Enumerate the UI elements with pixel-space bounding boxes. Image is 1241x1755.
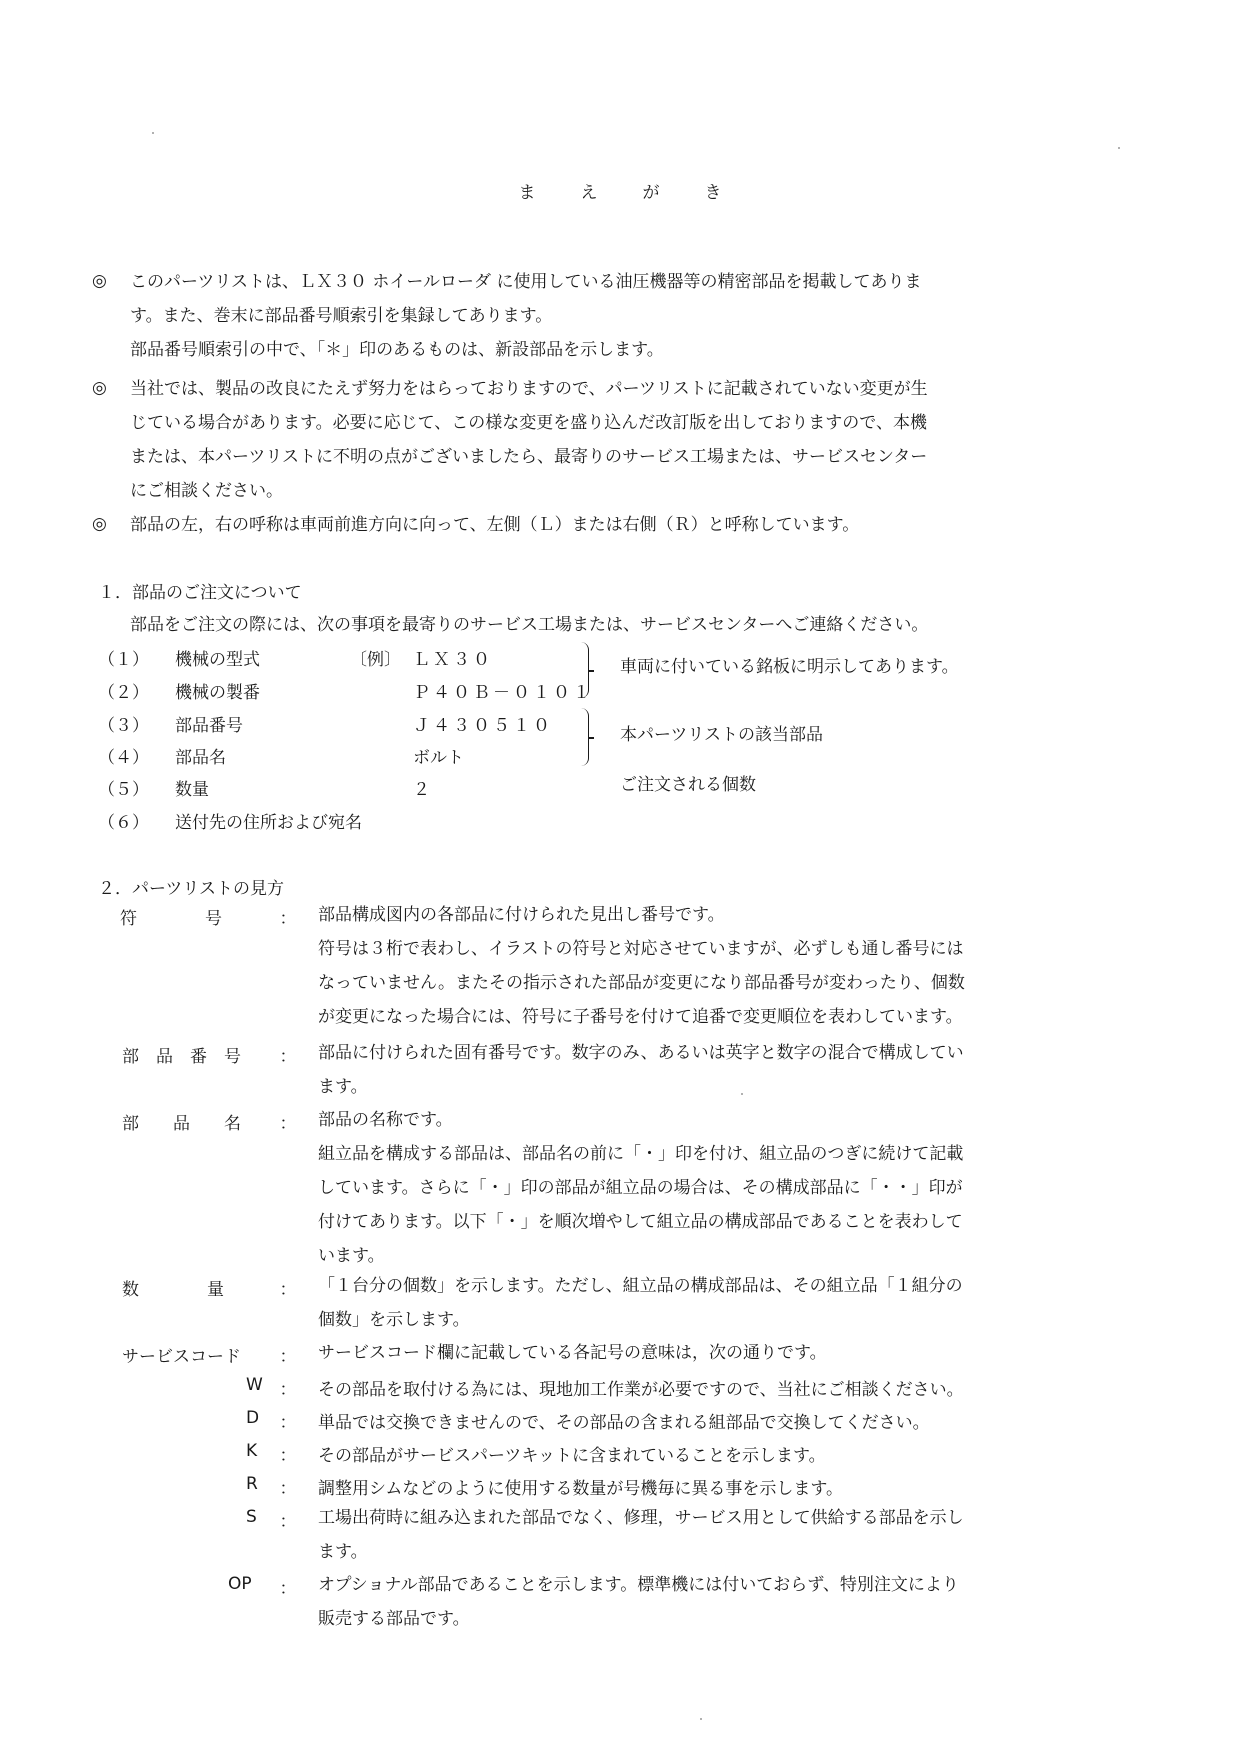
text-line: す。また、巻末に部品番号順索引を集録してあります。 bbox=[130, 306, 553, 326]
page-title bbox=[0, 178, 1241, 203]
text-line: 組立品を構成する部品は、部品名の前に「・」印を付け、組立品のつぎに続けて記載 bbox=[318, 1144, 964, 1164]
item-number: （１） bbox=[98, 650, 149, 670]
scan-speck bbox=[741, 1093, 743, 1095]
entry-colon: ： bbox=[279, 1347, 297, 1367]
text-line: ます。 bbox=[318, 1542, 368, 1562]
bullet-icon: ◎ bbox=[92, 514, 107, 534]
text-line: 当社では、製品の改良にたえず努力をはらっておりますので、パーツリストに記載されていない変更が生 bbox=[130, 379, 928, 399]
text-line: 単品では交換できませんので、その部品の含まれる組部品で交換してください。 bbox=[318, 1413, 930, 1433]
text-line: 「１台分の個数」を示します。ただし、組立品の構成部品は、その組立品「１組分の bbox=[318, 1276, 963, 1296]
item-number: （６） bbox=[98, 813, 149, 833]
entry-label: 部 品 番 号 bbox=[122, 1047, 241, 1067]
text-line: います。 bbox=[318, 1246, 385, 1266]
title-char: が bbox=[642, 183, 661, 203]
entry-text bbox=[318, 1269, 963, 1337]
scan-speck bbox=[700, 1718, 702, 1720]
note-nameplate: 車両に付いている銘板に明示してあります。 bbox=[620, 657, 959, 677]
item-value: ボルト bbox=[413, 748, 464, 768]
title-char: ま bbox=[518, 183, 537, 203]
scan-speck bbox=[1118, 147, 1120, 149]
text-line: 部品に付けられた固有番号です。数字のみ、あるいは英字と数字の混合で構成してい bbox=[318, 1043, 964, 1063]
code-letter: D bbox=[246, 1408, 260, 1428]
text-line: が変更になった場合には、符号に子番号を付けて追番で変更順位を表わしています。 bbox=[318, 1007, 963, 1027]
code-letter: K bbox=[246, 1441, 258, 1461]
note-quantity: ご注文される個数 bbox=[620, 775, 756, 795]
entry-colon: ： bbox=[279, 1479, 297, 1499]
entry-text bbox=[318, 1036, 964, 1104]
item-value: Ｐ４０Ｂ－０１０１ bbox=[413, 683, 593, 703]
text-line: その部品がサービスパーツキットに含まれていることを示します。 bbox=[318, 1446, 826, 1466]
bullet-icon: ◎ bbox=[92, 378, 107, 398]
text-line: 部品の左，右の呼称は車両前進方向に向って、左側（Ｌ）または右側（Ｒ）と呼称しています。 bbox=[130, 515, 860, 535]
text-line: 符号は３桁で表わし、イラストの符号と対応させていますが、必ずしも通し番号には bbox=[318, 939, 964, 959]
item-value: Ｊ４３０５１０ bbox=[413, 716, 553, 736]
text-line: その部品を取付ける為には、現地加工作業が必要ですので、当社にご相談ください。 bbox=[318, 1380, 964, 1400]
text-line: じている場合があります。必要に応じて、この様な変更を盛り込んだ改訂版を出しておりますので、本機 bbox=[130, 413, 927, 433]
entry-colon: ： bbox=[279, 1047, 297, 1067]
entry-label: 数 量 bbox=[122, 1280, 224, 1300]
entry-text bbox=[318, 1103, 963, 1273]
title-char: き bbox=[704, 183, 723, 203]
intro-paragraph bbox=[130, 372, 928, 508]
entry-text bbox=[318, 1501, 964, 1569]
text-line: 部品構成図内の各部品に付けられた見出し番号です。 bbox=[318, 905, 725, 925]
title-char: え bbox=[580, 183, 599, 203]
item-number: （３） bbox=[98, 716, 149, 736]
text-line: 個数」を示します。 bbox=[318, 1310, 470, 1330]
item-label: 部品名 bbox=[175, 748, 226, 768]
text-line: または、本パーツリストに不明の点がございましたら、最寄りのサービス工場または、サービスセンター bbox=[130, 447, 928, 467]
entry-colon: ： bbox=[279, 1512, 297, 1532]
entry-text bbox=[318, 898, 965, 1034]
code-letter: S bbox=[246, 1507, 257, 1527]
text-line: 工場出荷時に組み込まれた部品でなく、修理，サービス用として供給する部品を示し bbox=[318, 1508, 964, 1528]
entry-text bbox=[318, 1336, 827, 1370]
example-prefix: 〔例〕 bbox=[350, 650, 401, 670]
item-label: 機械の製番 bbox=[175, 683, 260, 703]
item-label: 部品番号 bbox=[175, 716, 243, 736]
entry-colon: ： bbox=[279, 1114, 297, 1134]
item-number: （２） bbox=[98, 683, 149, 703]
text-line: 調整用シムなどのように使用する数量が号機毎に異る事を示します。 bbox=[318, 1479, 843, 1499]
note-parts-list: 本パーツリストの該当部品 bbox=[620, 725, 823, 745]
entry-label: 部 品 名 bbox=[122, 1114, 241, 1134]
code-letter: R bbox=[246, 1474, 258, 1494]
text-line: なっていません。またその指示された部品が変更になり部品番号が変わったり、個数 bbox=[318, 973, 965, 993]
text-line: オプショナル部品であることを示します。標準機には付いておらず、特別注文により bbox=[318, 1575, 959, 1595]
item-value: ２ bbox=[413, 780, 430, 800]
entry-colon: ： bbox=[279, 1380, 297, 1400]
entry-label: サービスコード bbox=[122, 1347, 241, 1367]
item-label: 機械の型式 bbox=[175, 650, 260, 670]
section-heading: １．部品のご注文について bbox=[98, 583, 302, 603]
text-line: ます。 bbox=[318, 1077, 368, 1097]
code-letter: OP bbox=[228, 1574, 252, 1594]
bullet-icon: ◎ bbox=[92, 271, 107, 291]
entry-label: 符 号 bbox=[120, 909, 222, 929]
item-label: 数量 bbox=[175, 780, 209, 800]
text-line: 部品番号順索引の中で、「＊」印のあるものは、新設部品を示します。 bbox=[130, 340, 664, 360]
entry-colon: ： bbox=[279, 1446, 297, 1466]
text-line: 販売する部品です。 bbox=[318, 1609, 470, 1629]
entry-colon: ： bbox=[279, 1413, 297, 1433]
scan-speck bbox=[152, 132, 154, 134]
brace-nameplate bbox=[578, 642, 589, 698]
item-number: （５） bbox=[98, 780, 149, 800]
text-line: サービスコード欄に記載している各記号の意味は，次の通りです。 bbox=[318, 1343, 827, 1363]
text-line: このパーツリストは、ＬＸ３０ ホイールローダ に使用している油圧機器等の精密部品を掲載してありま bbox=[130, 272, 922, 292]
item-number: （４） bbox=[98, 748, 149, 768]
entry-text bbox=[318, 1568, 959, 1636]
entry-colon: ： bbox=[279, 1579, 297, 1599]
intro-paragraph bbox=[130, 508, 859, 542]
entry-colon: ： bbox=[279, 909, 297, 929]
item-value: ＬＸ３０ bbox=[413, 650, 493, 670]
section-lead: 部品をご注文の際には、次の事項を最寄りのサービス工場または、サービスセンターへご連絡ください。 bbox=[130, 615, 929, 635]
text-line: 部品の名称です。 bbox=[318, 1110, 453, 1130]
code-letter: W bbox=[246, 1375, 263, 1395]
item-label: 送付先の住所および宛名 bbox=[175, 813, 362, 833]
section-heading: ２．パーツリストの見方 bbox=[98, 879, 284, 899]
brace-parts-list bbox=[578, 708, 589, 766]
intro-paragraph bbox=[130, 265, 921, 367]
text-line: にご相談ください。 bbox=[130, 481, 283, 501]
text-line: しています。さらに「・」印の部品が組立品の場合は、その構成部品に「・・」印が bbox=[318, 1178, 963, 1198]
text-line: 付けてあります。以下「・」を順次増やして組立品の構成部品であることを表わして bbox=[318, 1212, 963, 1232]
entry-colon: ： bbox=[279, 1280, 297, 1300]
